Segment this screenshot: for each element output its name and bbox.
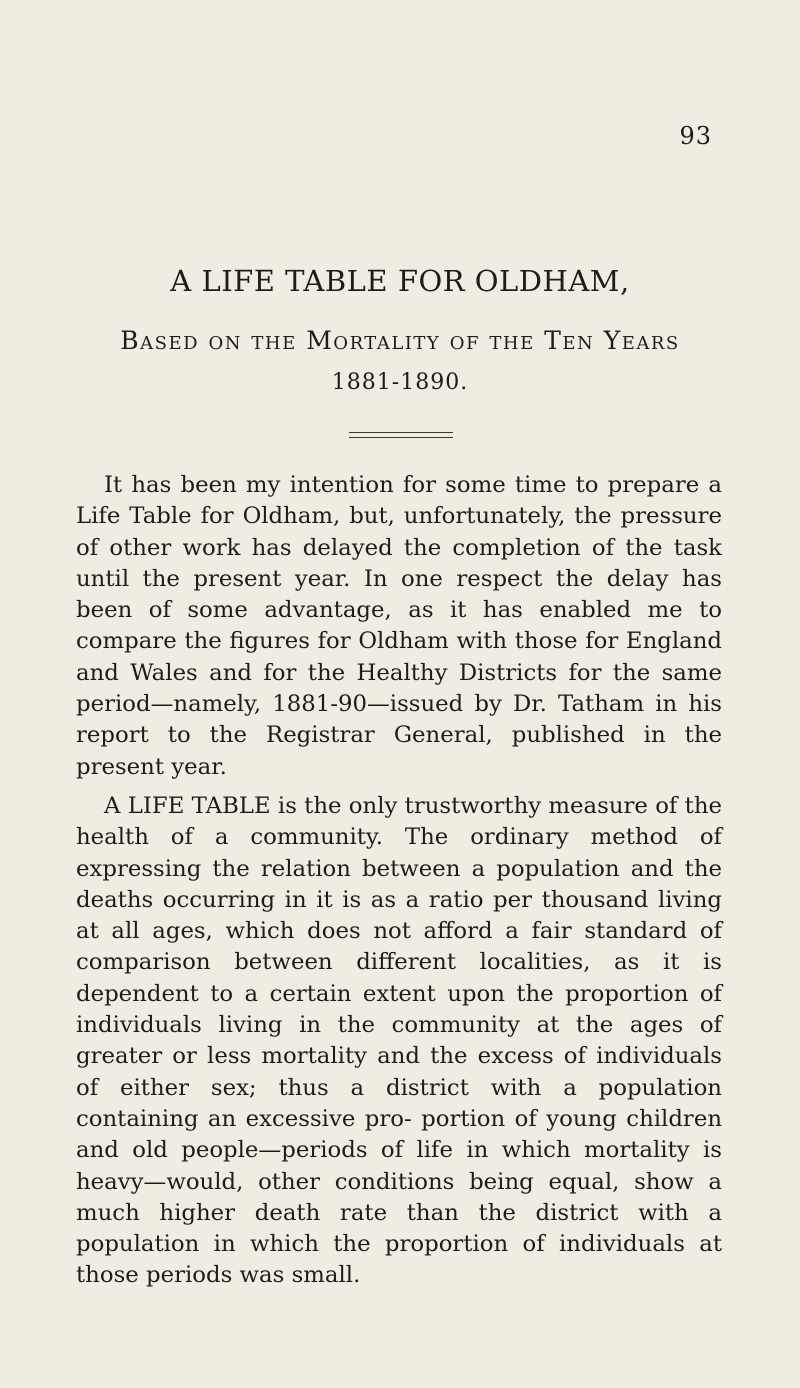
body-text <box>76 470 722 1292</box>
page-number: 93 <box>679 122 712 150</box>
section-divider <box>349 432 453 438</box>
page-title: A LIFE TABLE FOR OLDHAM, <box>170 264 630 298</box>
period-years: 1881-1890. <box>331 370 469 395</box>
paragraph-intro: It has been my intention for some time to prepare a Life Table for Oldham, but, unfortunately, the pressure of other work has delayed the completion of the task until the present year. In one respect the delay has been of some advantage, as it has enabled me to compare the figures for Oldham with those for England and Wales and for the Healthy Districts for the same period—namely, 1881-90—issued by Dr. Tatham in his report to the Registrar General, published in the present year. <box>76 472 722 780</box>
page-subtitle: Based on the Mortality of the Ten Years <box>120 326 680 355</box>
paragraph-life-table: A LIFE TABLE is the only trustworthy measure of the health of a community. The ordinary method of expressing the relation between a population and the deaths occurring in it is as a ratio per thousand living at all ages, which does not afford a fair standard of comparison between different localities, as it is dependent to a certain extent upon the proportion of individuals living in the community at the ages of greater or less mortality and the excess of individuals of either sex; thus a district with a population containing an excessive pro- portion of young children and old people—periods of life in which mortality is heavy—would, other conditions being equal, show a much higher death rate than the district with a population in which the proportion of individuals at those periods was small. <box>76 792 722 1289</box>
